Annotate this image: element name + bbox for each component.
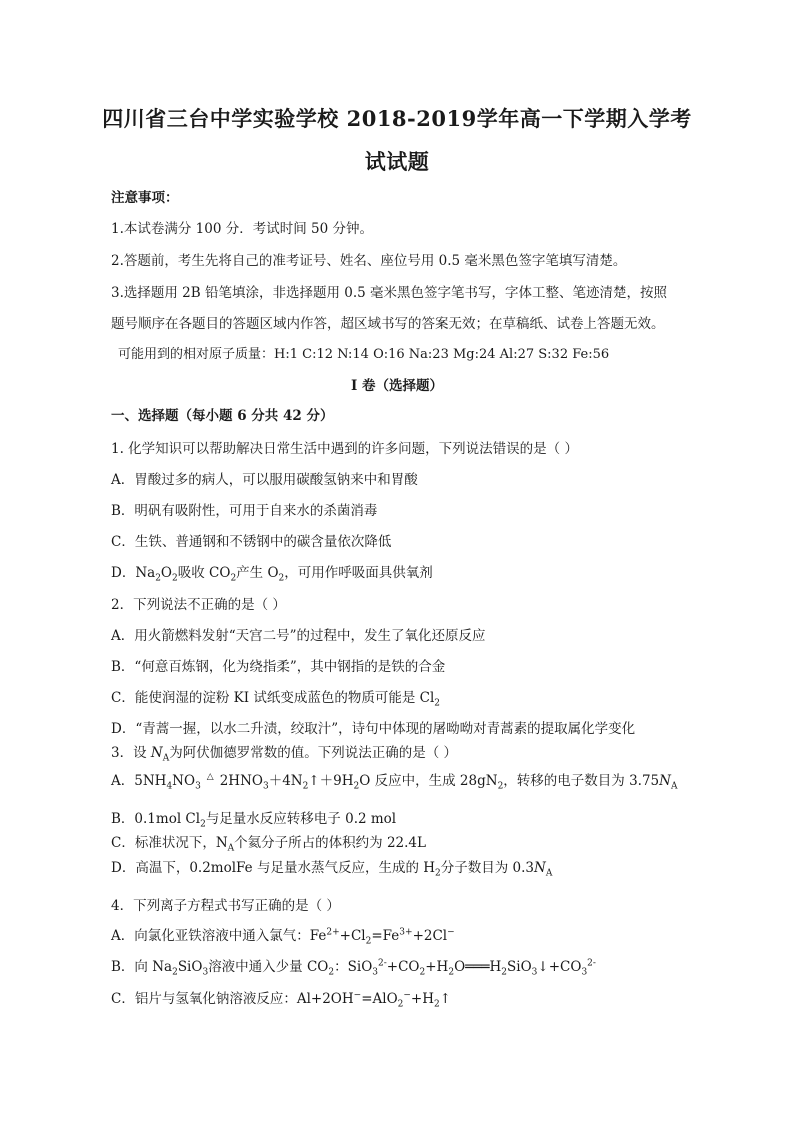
volume-heading: I 卷（选择题） [350,378,443,394]
part-heading: 一、选择题（每小题 6 分共 42 分） [111,408,334,424]
heat-condition-icon: △ [206,772,214,782]
q3-option-d: D．高温下，0.2molFe 与足量水蒸气反应，生成的 $H_2$分子数目为 $0.3N_A$ [111,860,553,879]
q4-option-c: C．铝片与氢氧化钠溶液反应：$Al+2OH^-=AlO_2^-+H_2↑$ [111,990,452,1010]
exam-title-line-1: 四川省三台中学实验学校 2018-2019学年高一下学期入学考 [102,106,692,131]
notice-item-3a: 3.选择题用 2B 铅笔填涂，非选择题用 0.5 毫米黑色签字笔书写，字体工整、笔迹清楚，按照 [111,285,668,301]
q4-option-a: A．向氯化亚铁溶液中通入氯气：$Fe^{2+}+Cl_2=Fe^{3+}+2Cl^-$ [111,927,455,947]
q2-stem: 2．下列说法不正确的是（ ） [111,597,286,613]
q2-option-c: C．能使润湿的淀粉 KI 试纸变成蓝色的物质可能是 $Cl_2$ [111,690,441,709]
q1-option-b: B．明矾有吸附性，可用于自来水的杀菌消毒 [111,503,378,519]
q1-option-c: C．生铁、普通钢和不锈钢中的碳含量依次降低 [111,534,392,550]
q3-option-c: C．标准状况下，$N_A$个氦分子所占的体积约为 22.4L [111,835,426,854]
q3-option-a: A．$5NH_4NO_3\triangle$ $2HNO_3+4N_2↑+9H_2O$ 反应中，生成 $28gN_2$，转移的电子数目为 $3.75N_A$ [111,772,678,792]
q3-option-b: B．0.1mol $Cl_2$与足量水反应转移电子 0.2 mol [111,811,397,830]
q1-option-d: D．$Na_2O_2$吸收 $CO_2$产生 $O_2$，可用作呼吸面具供氧剂 [111,565,433,584]
notice-heading: 注意事项： [111,190,179,206]
exam-title-line-2: 试试题 [364,149,430,174]
atomic-masses: 可能用到的相对原子质量：H:1 C:12 N:14 O:16 Na:23 Mg:24 Al:27 S:32 Fe:56 [118,347,610,362]
q4-stem: 4．下列离子方程式书写正确的是（ ） [111,898,340,914]
q2-option-b: B．“何意百炼钢，化为绕指柔”，其中钢指的是铁的合金 [111,659,446,675]
q1-option-a: A．胃酸过多的病人，可以服用碳酸氢钠来中和胃酸 [111,472,418,488]
notice-item-2: 2.答题前，考生先将自己的准考证号、姓名、座位号用 0.5 毫米黑色签字笔填写清楚。 [111,253,627,269]
notice-item-1: 1.本试卷满分 100 分．考试时间 50 分钟。 [111,221,373,237]
q3-stem: 3．设 $N_A$为阿伏伽德罗常数的值。下列说法正确的是（ ） [111,745,457,764]
notice-item-3b: 题号顺序在各题目的答题区域内作答，超区域书写的答案无效；在草稿纸、试卷上答题无效。 [111,316,665,332]
q2-option-d: D．“青蒿一握，以水二升渍，绞取汁”，诗句中体现的屠呦呦对青蒿素的提取属化学变化 [111,721,636,737]
q2-option-a: A．用火箭燃料发射“天宫二号”的过程中，发生了氧化还原反应 [111,628,486,644]
q4-option-b: B．向 $Na_2SiO_3$溶液中通入少量 $CO_2$：$SiO_3^{2-}+CO_2+H_2O═══H_2SiO_3↓+CO_3^{2-}$ [111,958,596,978]
q1-stem: 1. 化学知识可以帮助解决日常生活中遇到的许多问题，下列说法错误的是（ ） [111,441,578,457]
